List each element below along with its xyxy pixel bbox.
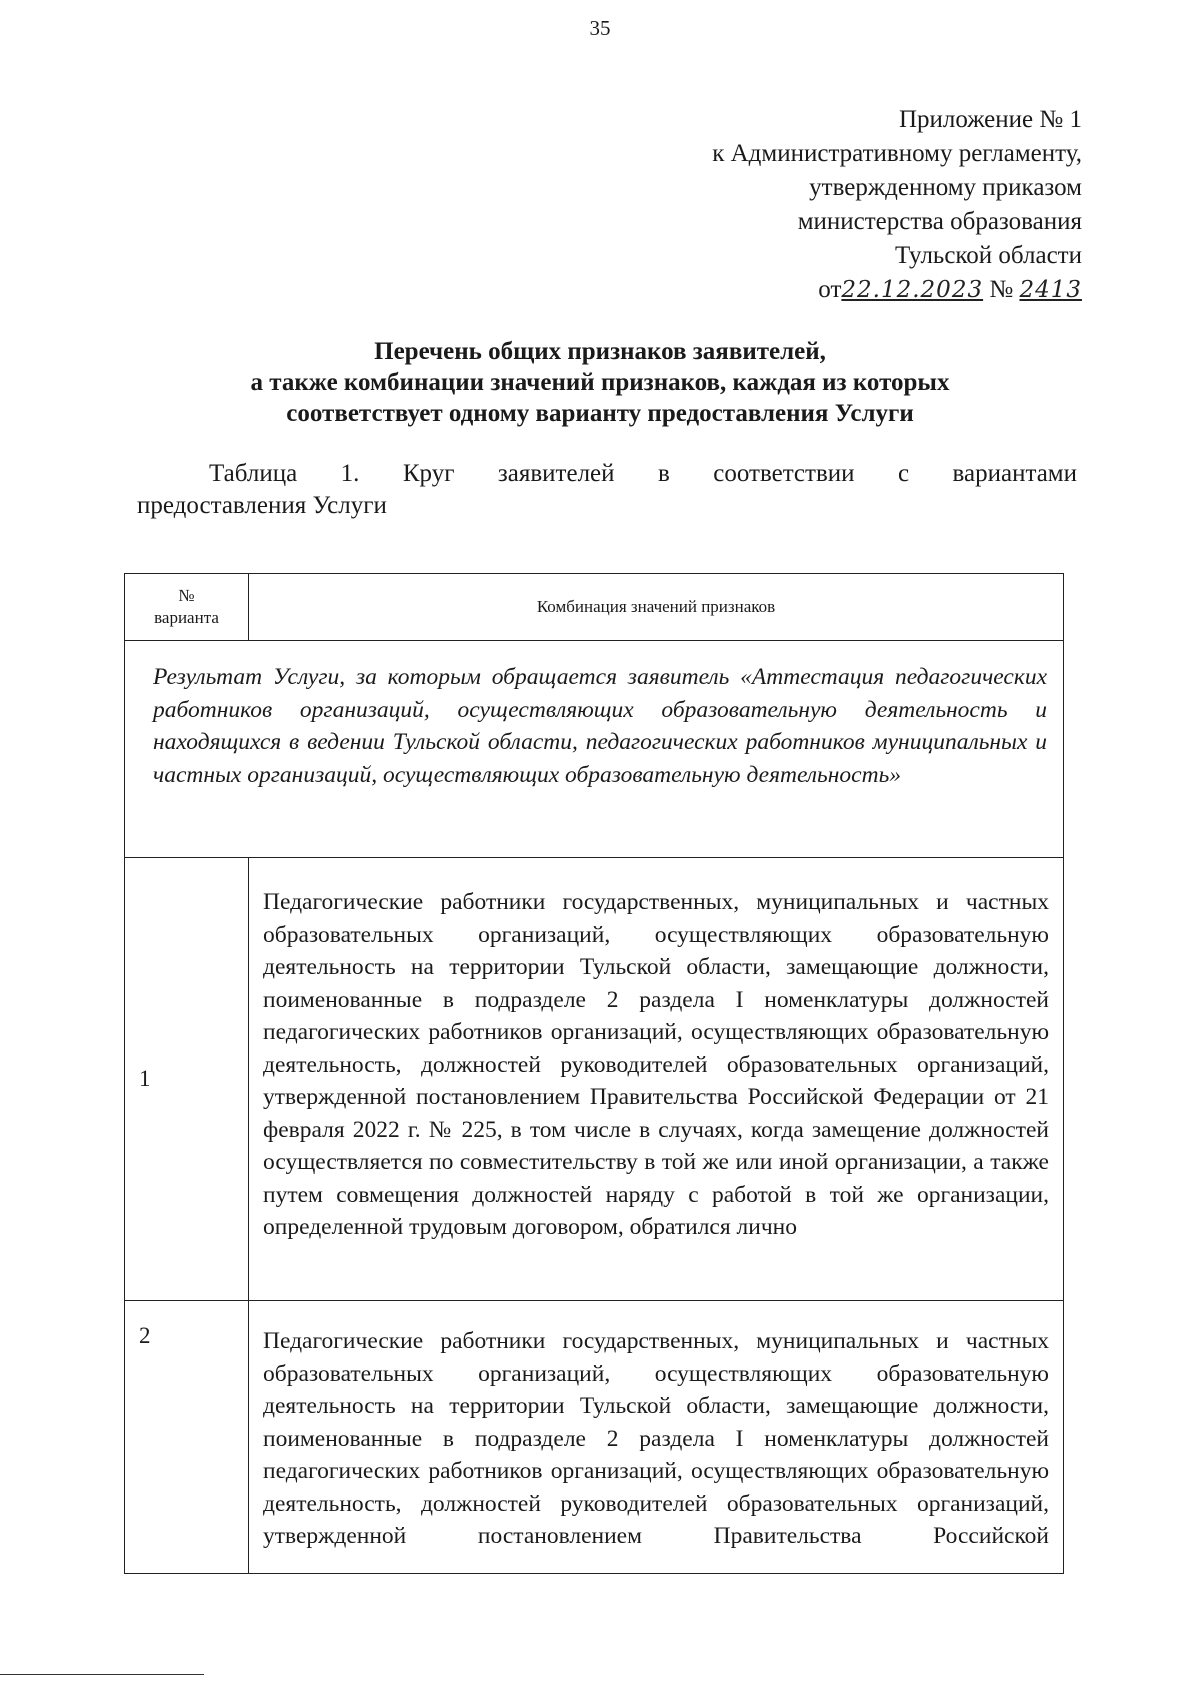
variant-number: 1 [125,858,249,1301]
variant-number: 2 [125,1301,249,1574]
page-number: 35 [589,16,611,40]
footnote-separator [0,1674,204,1675]
table-row [125,1301,1064,1574]
caption-line: Таблица 1. Круг заявителей в соответствии с вариантами [209,460,1077,487]
appendix-line: к Административному регламенту, [712,140,1082,167]
header-num-label: варианта [154,608,219,627]
title-line: Перечень общих признаков заявителей, [374,338,826,365]
table-header-row [125,574,1064,641]
title-line: а также комбинации значений признаков, каждая из которых [250,369,950,396]
date-prefix: от [818,276,842,303]
header-variant-number [125,574,249,641]
header-num-symbol: № [178,586,195,605]
table-row [125,858,1064,1301]
handwritten-date: 22.12.2023 [841,277,984,303]
caption-line: предоставления Услуги [137,492,387,519]
appendix-line: Тульской области [895,242,1082,269]
title-line: соответствует одному варианту предоставления Услуги [286,400,914,427]
appendix-header [712,103,1082,307]
appendix-line: министерства образования [797,208,1082,235]
appendix-line: утвержденному приказом [809,174,1082,201]
header-combination: Комбинация значений признаков [249,574,1064,641]
variants-table [124,573,1064,1574]
document-title [0,336,1200,429]
variant-description: Педагогические работники государственных, муниципальных и частных образовательных организаций, осуществляющих образовательную деятельность на территории Тульской области, замещающие должности, поименованные в подразделе 2 раздела I номенклатуры должностей педагогических работников организаций, осуществляющих образовательную деятельность, должностей руководителей образовательных организаций, утвержденной постановлением Правительства Российской Федерации от 21 февраля 2022 г. № 225, в том числе в случаях, когда замещение должностей осуществляется по совместительству в той же или иной организации, а также путем совмещения должностей наряду с работой в той же организации, определенной трудовым договором, обратился лично [249,858,1064,1301]
variant-description: Педагогические работники государственных, муниципальных и частных образовательных организаций, осуществляющих образовательную деятельность на территории Тульской области, замещающие должности, поименованные в подразделе 2 раздела I номенклатуры должностей педагогических работников организаций, осуществляющих образовательную деятельность, должностей руководителей образовательных организаций, утвержденной постановлением Правительства Российской [249,1301,1064,1574]
appendix-line: Приложение № 1 [898,106,1082,133]
service-result-text: Результат Услуги, за которым обращается заявитель «Аттестация педагогических работников организаций, осуществляющих образовательную деятельность и находящихся в ведении Тульской области, педагогических работников муниципальных и частных организаций, осуществляющих образовательную деятельность» [125,641,1064,858]
table-result-row [125,641,1064,858]
number-sign: № [989,276,1014,303]
table-caption [137,458,1077,522]
handwritten-number: 2413 [1019,277,1082,303]
appendix-date-line [712,273,1082,307]
